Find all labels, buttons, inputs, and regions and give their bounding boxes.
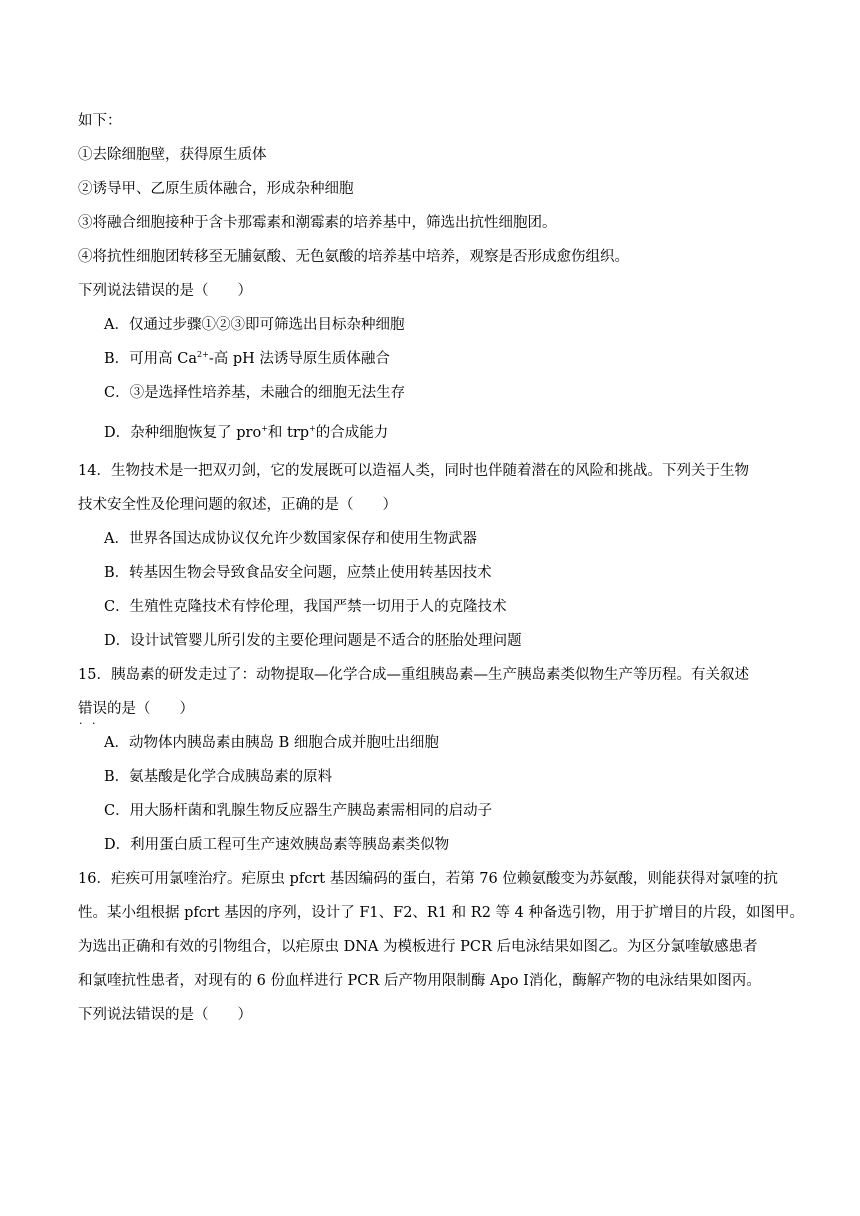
q13-intro: 如下： [78, 113, 122, 129]
q13-option-d-pre: D．杂种细胞恢复了 pro [104, 425, 262, 441]
q16-stem-line1: 16．疟疾可用氯喹治疗。疟原虫 pfcrt 基因编码的蛋白，若第 76 位赖氨酸变为苏氨酸，则能获得对氯喹的抗 [78, 871, 778, 887]
q13-option-b-sup: 2+ [197, 350, 209, 359]
q15-option-c: C．用大肠杆菌和乳腺生物反应器生产胰岛素需相同的启动子 [104, 803, 493, 819]
q13-option-d [104, 423, 388, 443]
q14-option-c: C．生殖性克隆技术有悖伦理，我国严禁一切用于人的克隆技术 [104, 599, 507, 615]
q14-option-b: B．转基因生物会导致食品安全问题，应禁止使用转基因技术 [104, 565, 492, 581]
q15-option-a: A．动物体内胰岛素由胰岛 B 细胞合成并胞吐出细胞 [104, 735, 439, 751]
q13-option-b-post: -高 pH 法诱导原生质体融合 [208, 351, 390, 367]
q13-step-3: ③将融合细胞接种于含卡那霉素和潮霉素的培养基中，筛选出抗性细胞团。 [78, 215, 557, 231]
q13-option-b-pre: B．可用高 Ca [104, 351, 198, 367]
q13-prompt: 下列说法错误的是（ ） [78, 283, 252, 299]
q14-option-a: A．世界各国达成协议仅允许少数国家保存和使用生物武器 [104, 531, 477, 547]
q16-stem-line2: 性。某小组根据 pfcrt 基因的序列，设计了 F1、F2、R1 和 R2 等 4 种备选引物，用于扩增目的片段，如图甲。 [78, 905, 804, 921]
q15-stem-line1: 15．胰岛素的研发走过了：动物提取—化学合成—重组胰岛素—生产胰岛素类似物生产等历程。有关叙述 [78, 667, 749, 683]
q14-option-d: D．设计试管婴儿所引发的主要伦理问题是不适合的胚胎处理问题 [104, 633, 522, 649]
q13-option-d-sup1: + [261, 424, 268, 433]
q13-step-1: ①去除细胞壁，获得原生质体 [78, 147, 267, 163]
q13-option-a: A．仅通过步骤①②③即可筛选出目标杂种细胞 [104, 317, 405, 333]
q16-stem-line3: 为选出正确和有效的引物组合，以疟原虫 DNA 为模板进行 PCR 后电泳结果如图乙。为区分氯喹敏感患者 [78, 939, 758, 955]
q14-stem-line1: 14．生物技术是一把双刃剑，它的发展既可以造福人类，同时也伴随着潜在的风险和挑战。下列关于生物 [78, 463, 749, 479]
q14-stem-line2: 技术安全性及伦理问题的叙述，正确的是（ ） [78, 497, 397, 513]
q13-option-d-sup2: + [309, 424, 316, 433]
q16-stem-line4: 和氯喹抗性患者，对现有的 6 份血样进行 PCR 后产物用限制酶 Apo Ⅰ消化，酶解产物的电泳结果如图丙。 [78, 973, 761, 989]
q13-option-d-post: 的合成能力 [315, 425, 389, 441]
q13-option-c: C．③是选择性培养基，未融合的细胞无法生存 [104, 385, 406, 401]
q15-stem-line2 [78, 699, 194, 719]
q15-emphasis-word: 错误 · · [78, 701, 107, 717]
q15-option-b: B．氨基酸是化学合成胰岛素的原料 [104, 769, 333, 785]
q15-stem-line2-rest: 的是（ ） [107, 701, 194, 717]
q13-step-2: ②诱导甲、乙原生质体融合，形成杂种细胞 [78, 181, 354, 197]
q13-option-b [104, 349, 390, 369]
q15-option-d: D．利用蛋白质工程可生产速效胰岛素等胰岛素类似物 [104, 837, 450, 853]
q13-option-d-mid: 和 trp [267, 425, 310, 441]
q13-step-4: ④将抗性细胞团转移至无脯氨酸、无色氨酸的培养基中培养，观察是否形成愈伤组织。 [78, 249, 629, 265]
q16-prompt: 下列说法错误的是（ ） [78, 1007, 252, 1023]
